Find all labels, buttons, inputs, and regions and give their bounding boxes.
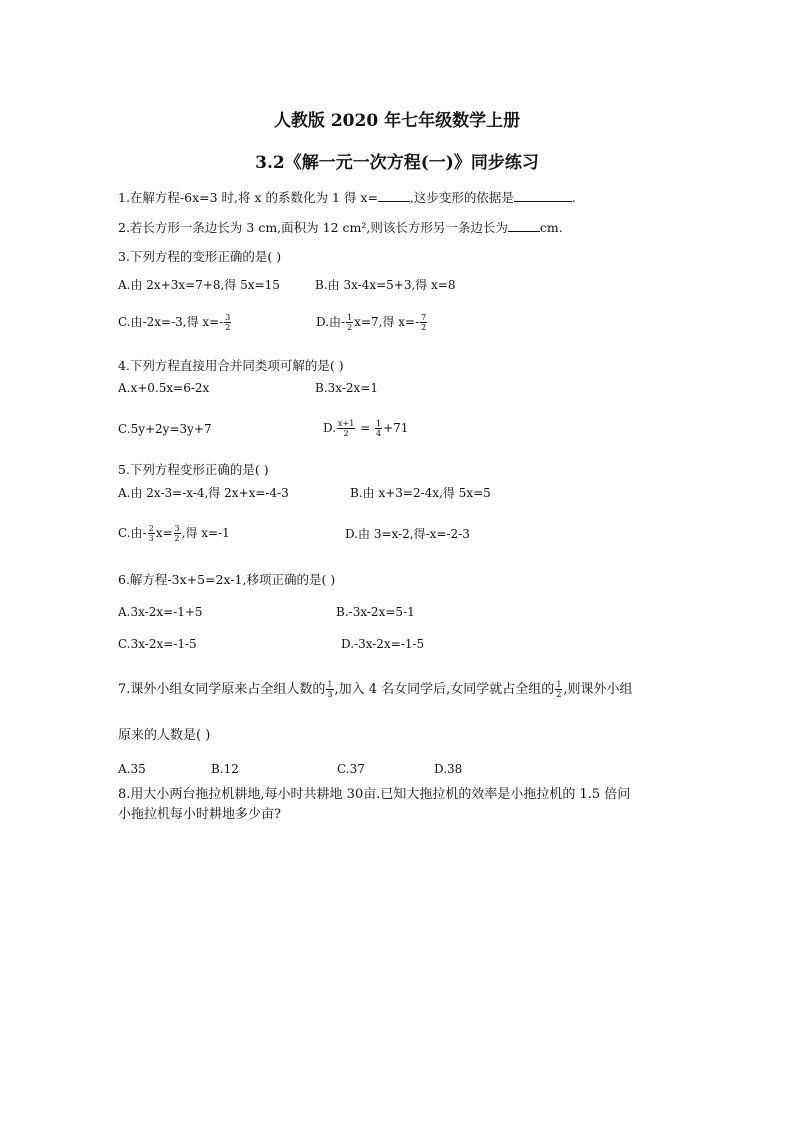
q7-option-d: D.38 — [434, 762, 463, 776]
fraction-numerator: 1 — [556, 680, 562, 689]
q4-option-d — [323, 419, 408, 438]
q7-text-end: ,则课外小组 — [563, 682, 633, 697]
q2-text-pre: 2.若长方形一条边长为 3 cm,面积为 12 cm²,则该长方形另一条边长为 — [118, 220, 508, 235]
fraction-denominator: 2 — [343, 429, 349, 438]
q5-option-c-text-pre: C.由- — [118, 526, 147, 540]
question-8-line-1: 8.用大小两台拖拉机耕地,每小时共耕地 30亩.已知大拖拉机的效率是小拖拉机的 1.5 倍问 — [118, 787, 631, 802]
question-8-line-2: 小拖拉机每小时耕地多少亩? — [118, 807, 281, 822]
question-6-stem: 6.解方程-3x+5=2x-1,移项正确的是( ) — [118, 572, 336, 587]
q6-option-d: D.-3x-2x=-1-5 — [341, 637, 425, 651]
q3-option-c — [118, 313, 232, 332]
q1-text-end: . — [571, 190, 576, 205]
q3-option-c-text: C.由-2x=-3,得 x=- — [118, 315, 224, 329]
fraction-denominator: 2 — [556, 690, 562, 699]
q4-option-d-fraction-1 — [337, 419, 355, 438]
fraction-numerator: 3 — [174, 524, 180, 533]
question-4-stem: 4.下列方程直接用合并同类项可解的是( ) — [118, 358, 344, 373]
q7-option-b: B.12 — [211, 762, 239, 776]
question-3-stem: 3.下列方程的变形正确的是( ) — [118, 249, 282, 264]
q2-answer-blank — [508, 219, 540, 232]
q6-option-c: C.3x-2x=-1-5 — [118, 637, 197, 651]
q4-option-d-fraction-2 — [375, 419, 382, 438]
question-7-stem — [118, 680, 633, 699]
q3-option-d-text-pre: D.由- — [316, 315, 346, 329]
fraction-denominator: 2 — [347, 323, 353, 332]
document-title: 人教版 2020 年七年级数学上册 — [273, 111, 521, 131]
q4-option-d-text-end: +71 — [383, 421, 409, 435]
fraction-denominator: 3 — [327, 690, 333, 699]
q5-option-d: D.由 3=x-2,得-x=-2-3 — [345, 527, 470, 541]
fraction-denominator: 3 — [148, 534, 154, 543]
q3-option-b: B.由 3x-4x=5+3,得 x=8 — [315, 278, 456, 292]
question-7-line-2: 原来的人数是( ) — [118, 728, 211, 743]
q4-option-d-equals: = — [356, 421, 375, 435]
q3-option-d — [316, 313, 428, 332]
q5-option-a: A.由 2x-3=-x-4,得 2x+x=-4-3 — [118, 486, 289, 500]
fraction-numerator: 2 — [148, 524, 154, 533]
q7-text-pre: 7.课外小组女同学原来占全组人数的 — [118, 682, 326, 697]
fraction-denominator: 4 — [376, 429, 382, 438]
fraction-numerator: x+1 — [338, 419, 355, 428]
q1-answer-blank-1 — [378, 189, 410, 202]
q4-option-a: A.x+0.5x=6-2x — [118, 381, 210, 395]
q5-option-c-text-end: ,得 x=-1 — [181, 526, 230, 540]
q6-option-a: A.3x-2x=-1+5 — [118, 605, 203, 619]
q3-option-a: A.由 2x+3x=7+8,得 5x=15 — [118, 278, 280, 292]
q1-text-pre: 1.在解方程-6x=3 时,将 x 的系数化为 1 得 x= — [118, 190, 378, 205]
fraction-numerator: 1 — [347, 313, 353, 322]
q5-option-b: B.由 x+3=2-4x,得 5x=5 — [350, 486, 491, 500]
q5-option-c — [118, 524, 230, 543]
q3-option-d-text-mid: x=7,得 x=- — [354, 315, 420, 329]
fraction-numerator: 1 — [376, 419, 382, 428]
q7-fraction-1 — [326, 680, 333, 699]
q3-option-c-fraction — [224, 313, 231, 332]
document-subtitle: 3.2《解一元一次方程(一)》同步练习 — [255, 153, 539, 173]
q4-option-b: B.3x-2x=1 — [315, 381, 378, 395]
q5-option-c-fraction-1 — [148, 524, 155, 543]
fraction-numerator: 3 — [225, 313, 231, 322]
q4-option-d-label: D. — [323, 421, 337, 435]
q3-option-d-fraction-1 — [346, 313, 353, 332]
q4-option-c: C.5y+2y=3y+7 — [118, 422, 212, 436]
q7-text-mid: ,加入 4 名女同学后,女同学就占全组的 — [334, 682, 555, 697]
q5-option-c-fraction-2 — [174, 524, 181, 543]
fraction-numerator: 1 — [327, 680, 333, 689]
question-1 — [118, 189, 576, 206]
q1-text-mid: ,这步变形的依据是 — [409, 190, 514, 205]
question-5-stem: 5.下列方程变形正确的是( ) — [118, 462, 269, 477]
q5-option-c-text-mid: x= — [155, 526, 173, 540]
q7-fraction-2 — [555, 680, 562, 699]
question-2 — [118, 219, 563, 236]
q6-option-b: B.-3x-2x=5-1 — [336, 605, 415, 619]
fraction-denominator: 2 — [174, 534, 180, 543]
fraction-numerator: 7 — [421, 313, 427, 322]
fraction-denominator: 2 — [421, 323, 427, 332]
q2-text-end: cm. — [539, 220, 563, 235]
q7-option-a: A.35 — [118, 762, 146, 776]
q1-answer-blank-2 — [514, 189, 572, 202]
q3-option-d-fraction-2 — [420, 313, 427, 332]
fraction-denominator: 2 — [225, 323, 231, 332]
q7-option-c: C.37 — [337, 762, 365, 776]
